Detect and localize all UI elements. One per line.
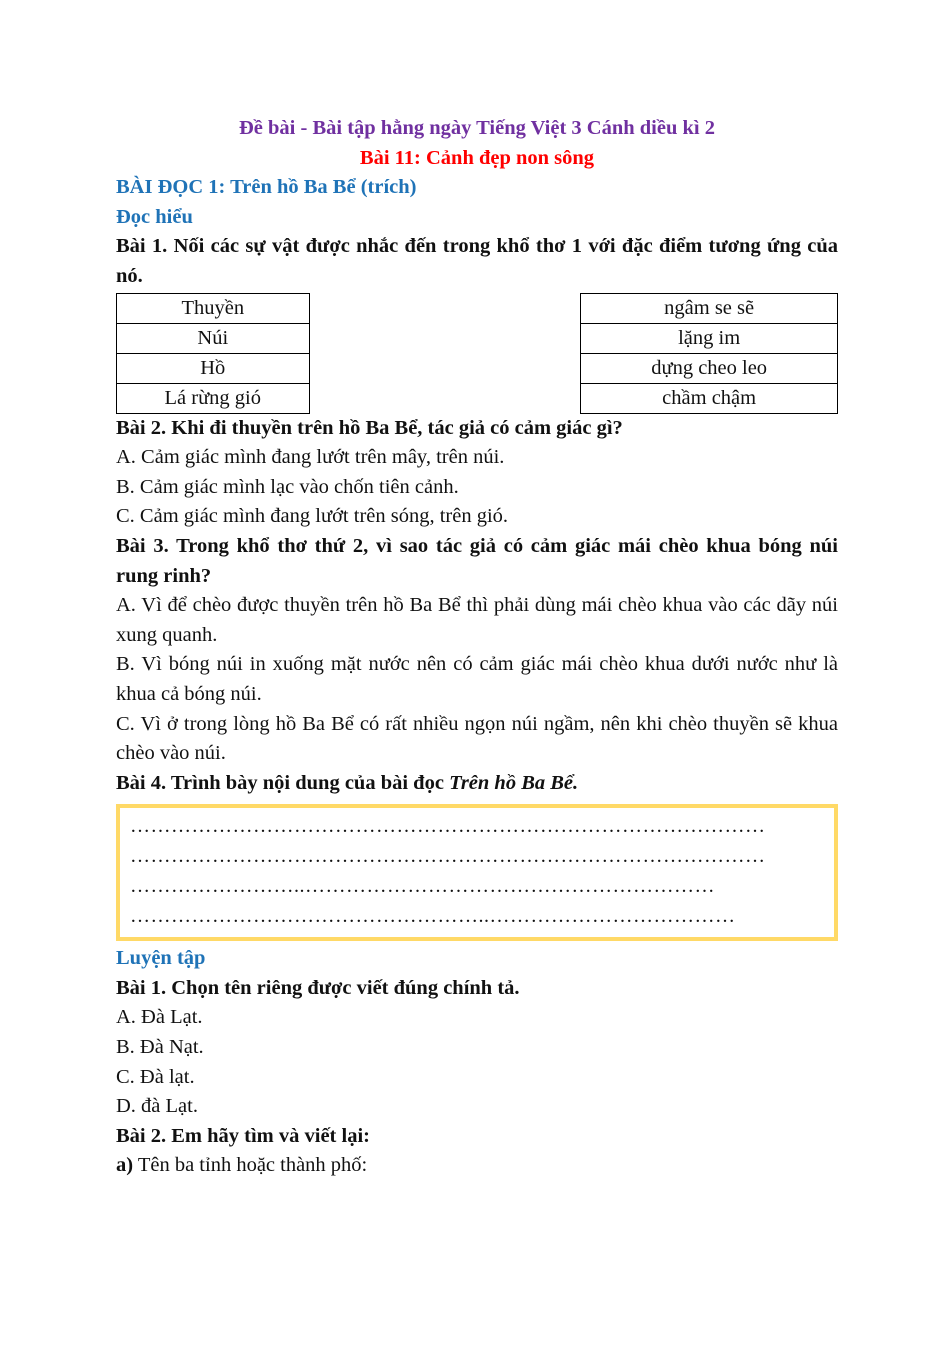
question-1-text: Nối các sự vật được nhắc đến trong khổ thơ 1 với đặc điểm tương ứng của nó. (116, 235, 839, 287)
match-right-item[interactable]: chầm chậm (581, 383, 838, 413)
document-content (116, 114, 838, 1181)
question-4-label: Bài 4. (116, 771, 167, 794)
practice-question-1-text: . Chọn tên riêng được viết đúng chính tả. (161, 976, 520, 999)
comprehension-label: Đọc hiểu (116, 205, 193, 228)
match-right-item[interactable]: dựng cheo leo (581, 353, 838, 383)
sub-question-a-label: a) (116, 1154, 134, 1177)
question-1-label: Bài 1. (116, 235, 168, 258)
practice-question-1 (116, 974, 838, 1004)
practice-question-1-label: Bài 1 (116, 976, 161, 999)
answer-option[interactable]: A. Đà Lạt. (116, 1006, 203, 1029)
answer-line[interactable]: ………………………………………………………………………………… (130, 845, 766, 868)
answer-option[interactable]: C. Đà lạt. (116, 1065, 195, 1088)
question-3-text: Trong khổ thơ thứ 2, vì sao tác giả có cảm giác mái chèo khua bóng núi rung rinh? (116, 534, 839, 587)
sub-question-a (116, 1151, 838, 1181)
question-4-text: Trình bày nội dung của bài đọc (166, 771, 450, 794)
question-3 (116, 532, 838, 591)
answer-line[interactable]: ……………………..…………………………………………………… (130, 875, 715, 898)
question-4 (116, 769, 838, 799)
answer-option[interactable]: A. Cảm giác mình đang lướt trên mây, trên núi. (116, 446, 505, 469)
answer-option[interactable]: C. Vì ở trong lòng hồ Ba Bể có rất nhiều ngọn núi ngầm, nên khi chèo thuyền sẽ khua chèo vào núi. (116, 712, 838, 765)
reading-title-italic: Trên hồ Ba Bể. (449, 771, 579, 794)
match-left-item[interactable]: Thuyền (117, 293, 310, 323)
answer-option[interactable]: D. đà Lạt. (116, 1095, 198, 1118)
practice-question-2-label: Bài 2 (116, 1124, 161, 1147)
practice-heading: Luyện tập (116, 947, 206, 970)
table-row (117, 293, 838, 323)
practice-question-2-text: . Em hãy tìm và viết lại: (161, 1124, 370, 1147)
practice-question-2 (116, 1122, 838, 1152)
match-right-item[interactable]: lặng im (581, 323, 838, 353)
lesson-title: Bài 11: Cảnh đẹp non sông (359, 146, 595, 169)
reading-heading: BÀI ĐỌC 1: Trên hồ Ba Bể (trích) (116, 176, 417, 199)
match-left-item[interactable]: Lá rừng gió (117, 383, 310, 413)
match-right-item[interactable]: ngâm se sẽ (581, 293, 838, 323)
question-1 (116, 232, 838, 291)
answer-option[interactable]: A. Vì để chèo được thuyền trên hồ Ba Bể thì phải dùng mái chèo khua vào các dãy núi xung quanh. (116, 594, 838, 646)
match-left-item[interactable]: Núi (117, 323, 310, 353)
question-2-label: Bài 2 (116, 416, 161, 439)
question-2 (116, 414, 838, 444)
question-2-text: . Khi đi thuyền trên hồ Ba Bể, tác giả có cảm giác gì? (161, 416, 623, 439)
answer-line[interactable]: ………………………………………………………………………………… (130, 815, 766, 838)
answer-option[interactable]: C. Cảm giác mình đang lướt trên sóng, trên gió. (116, 505, 509, 528)
matching-table (116, 293, 838, 414)
question-3-label: Bài 3. (116, 534, 169, 557)
answer-option[interactable]: B. Vì bóng núi in xuống mặt nước nên có cảm giác mái chèo khua dưới nước như là khua cả bóng núi. (116, 653, 838, 705)
sub-question-a-text: Tên ba tỉnh hoặc thành phố: (133, 1154, 368, 1177)
matching-gap[interactable] (309, 293, 581, 413)
match-left-item[interactable]: Hồ (117, 353, 310, 383)
document-title: Đề bài - Bài tập hằng ngày Tiếng Việt 3 Cánh diều kì 2 (239, 117, 715, 139)
answer-box[interactable] (116, 804, 838, 941)
answer-line[interactable]: ……………………………………………..……………………………… (130, 905, 736, 928)
answer-option[interactable]: B. Đà Nạt. (116, 1036, 204, 1059)
answer-option[interactable]: B. Cảm giác mình lạc vào chốn tiên cảnh. (116, 475, 459, 498)
